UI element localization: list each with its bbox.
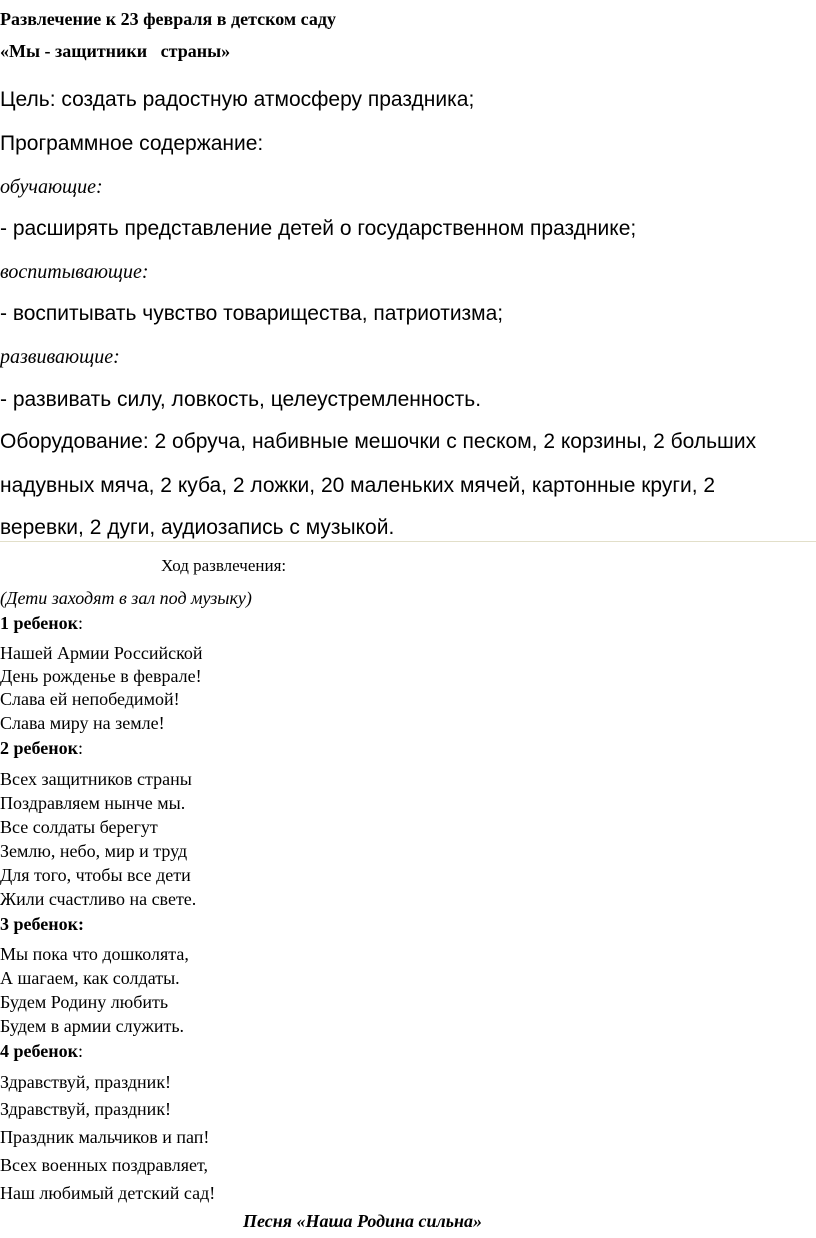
verse-line: Поздравляем нынче мы.	[0, 793, 186, 813]
equipment-line: надувных мяча, 2 куба, 2 ложки, 20 маленьких мячей, картонные круги, 2	[0, 474, 716, 497]
upbringing-item: - воспитывать чувство товарищества, патриотизма;	[0, 302, 504, 325]
verse-line: Здравствуй, праздник!	[0, 1099, 172, 1119]
speaker-label: 3 ребенок:	[0, 914, 84, 934]
section-divider	[0, 541, 816, 542]
developing-item: - развивать силу, ловкость, целеустремленность.	[0, 388, 482, 411]
developing-label: развивающие:	[0, 346, 120, 368]
verse-line: Слава ей непобедимой!	[0, 689, 180, 709]
teaching-label: обучающие:	[0, 176, 103, 198]
verse-line: Всех защитников страны	[0, 769, 192, 789]
speaker-label: 2 ребенок:	[0, 738, 84, 758]
song-title: Песня «Наша Родина сильна»	[243, 1211, 483, 1231]
verse-line: Для того, чтобы все дети	[0, 865, 191, 885]
document-title: Развлечение к 23 февраля в детском саду	[0, 9, 336, 29]
verse-line: Наш любимый детский сад!	[0, 1183, 216, 1203]
script-heading: Ход развлечения:	[161, 556, 287, 575]
verse-line: День рожденье в феврале!	[0, 666, 202, 686]
verse-line: Жили счастливо на свете.	[0, 889, 197, 909]
upbringing-label: воспитывающие:	[0, 261, 149, 283]
teaching-item: - расширять представление детей о государственном празднике;	[0, 217, 637, 240]
verse-line: А шагаем, как солдаты.	[0, 968, 180, 988]
verse-line: Будем Родину любить	[0, 992, 169, 1012]
verse-line: Землю, небо, мир и труд	[0, 841, 188, 861]
equipment-line: веревки, 2 дуги, аудиозапись с музыкой.	[0, 516, 395, 539]
verse-line: Мы пока что дошколята,	[0, 944, 189, 964]
verse-line: Будем в армии служить.	[0, 1016, 185, 1036]
verse-line: Праздник мальчиков и пап!	[0, 1127, 210, 1147]
speaker-label: 4 ребенок:	[0, 1041, 84, 1061]
verse-line: Здравствуй, праздник!	[0, 1072, 172, 1092]
speaker-label: 1 ребенок:	[0, 613, 84, 633]
verse-line: Нашей Армии Российской	[0, 643, 203, 663]
program-heading: Программное содержание:	[0, 132, 264, 155]
stage-direction: (Дети заходят в зал под музыку)	[0, 588, 252, 608]
equipment-line: Оборудование: 2 обруча, набивные мешочки с песком, 2 корзины, 2 больших	[0, 430, 757, 453]
document-subtitle: «Мы - защитники страны»	[0, 41, 231, 61]
verse-line: Всех военных поздравляет,	[0, 1155, 209, 1175]
verse-line: Слава миру на земле!	[0, 713, 165, 733]
goal-line: Цель: создать радостную атмосферу праздника;	[0, 88, 475, 111]
verse-line: Все солдаты берегут	[0, 817, 158, 837]
